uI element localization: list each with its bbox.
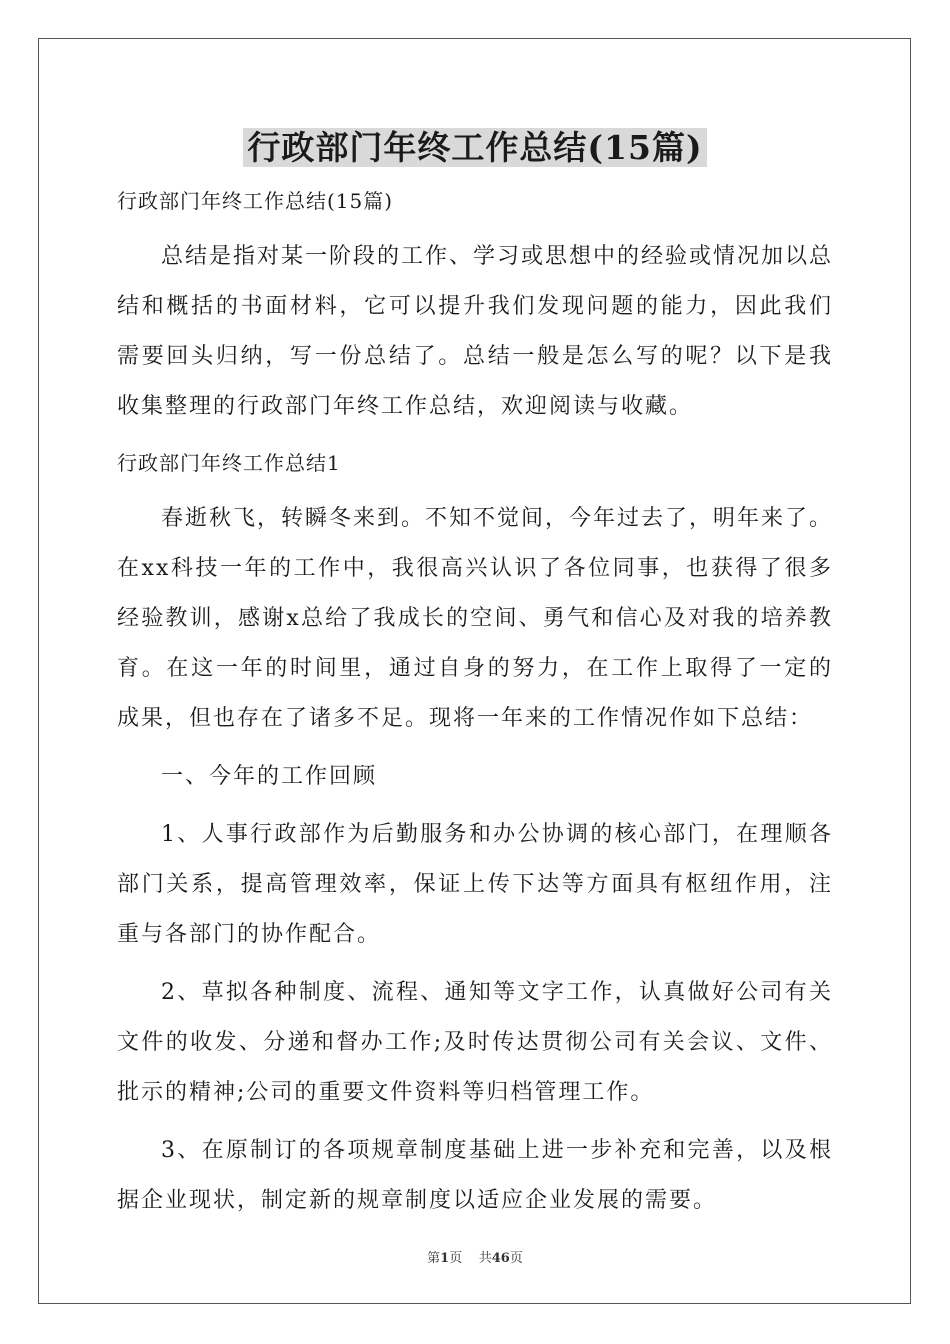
intro-paragraph: 总结是指对某一阶段的工作、学习或思想中的经验或情况加以总结和概括的书面材料，它可以提升我们发现问题的能力，因此我们需要回头归纳，写一份总结了。总结一般是怎么写的呢？以下是我收集整理的行政部门年终工作总结，欢迎阅读与收藏。 (117, 244, 834, 419)
page-prefix: 第 (427, 1251, 441, 1266)
document-title (0, 124, 950, 172)
page-total: 46 (491, 1251, 510, 1266)
page-current: 1 (440, 1251, 450, 1266)
total-suffix: 页 (509, 1251, 523, 1266)
document-body (117, 178, 833, 1226)
section-heading: 行政部门年终工作总结1 (117, 451, 341, 475)
page-suffix: 页 (449, 1251, 463, 1266)
document-title-text: 行政部门年终工作总结(15篇) (243, 128, 706, 167)
list-item-2: 2、草拟各种制度、流程、通知等文字工作，认真做好公司有关文件的收发、分递和督办工作;及时传达贯彻公司有关会议、文件、批示的精神;公司的重要文件资料等归档管理工作。 (117, 980, 833, 1105)
total-prefix: 共 (478, 1251, 492, 1266)
list-item-3: 3、在原制订的各项规章制度基础上进一步补充和完善，以及根据企业现状，制定新的规章制度以适应企业发展的需要。 (117, 1138, 833, 1213)
document-subtitle: 行政部门年终工作总结(15篇) (117, 189, 394, 213)
body-paragraph-1: 春逝秋飞，转瞬冬来到。不知不觉间，今年过去了，明年来了。在xx科技一年的工作中，我很高兴认识了各位同事，也获得了很多经验教训，感谢x总给了我成长的空间、勇气和信心及对我的培养教育。在这一年的时间里，通过自身的努力，在工作上取得了一定的成果，但也存在了诸多不足。现将一年来的工作情况作如下总结： (117, 506, 834, 731)
page-footer (0, 1247, 950, 1266)
list-item-1: 1、人事行政部作为后勤服务和办公协调的核心部门，在理顺各部门关系，提高管理效率，保证上传下达等方面具有枢纽作用，注重与各部门的协作配合。 (117, 822, 833, 947)
subheading-work-review: 一、今年的工作回顾 (161, 764, 378, 789)
